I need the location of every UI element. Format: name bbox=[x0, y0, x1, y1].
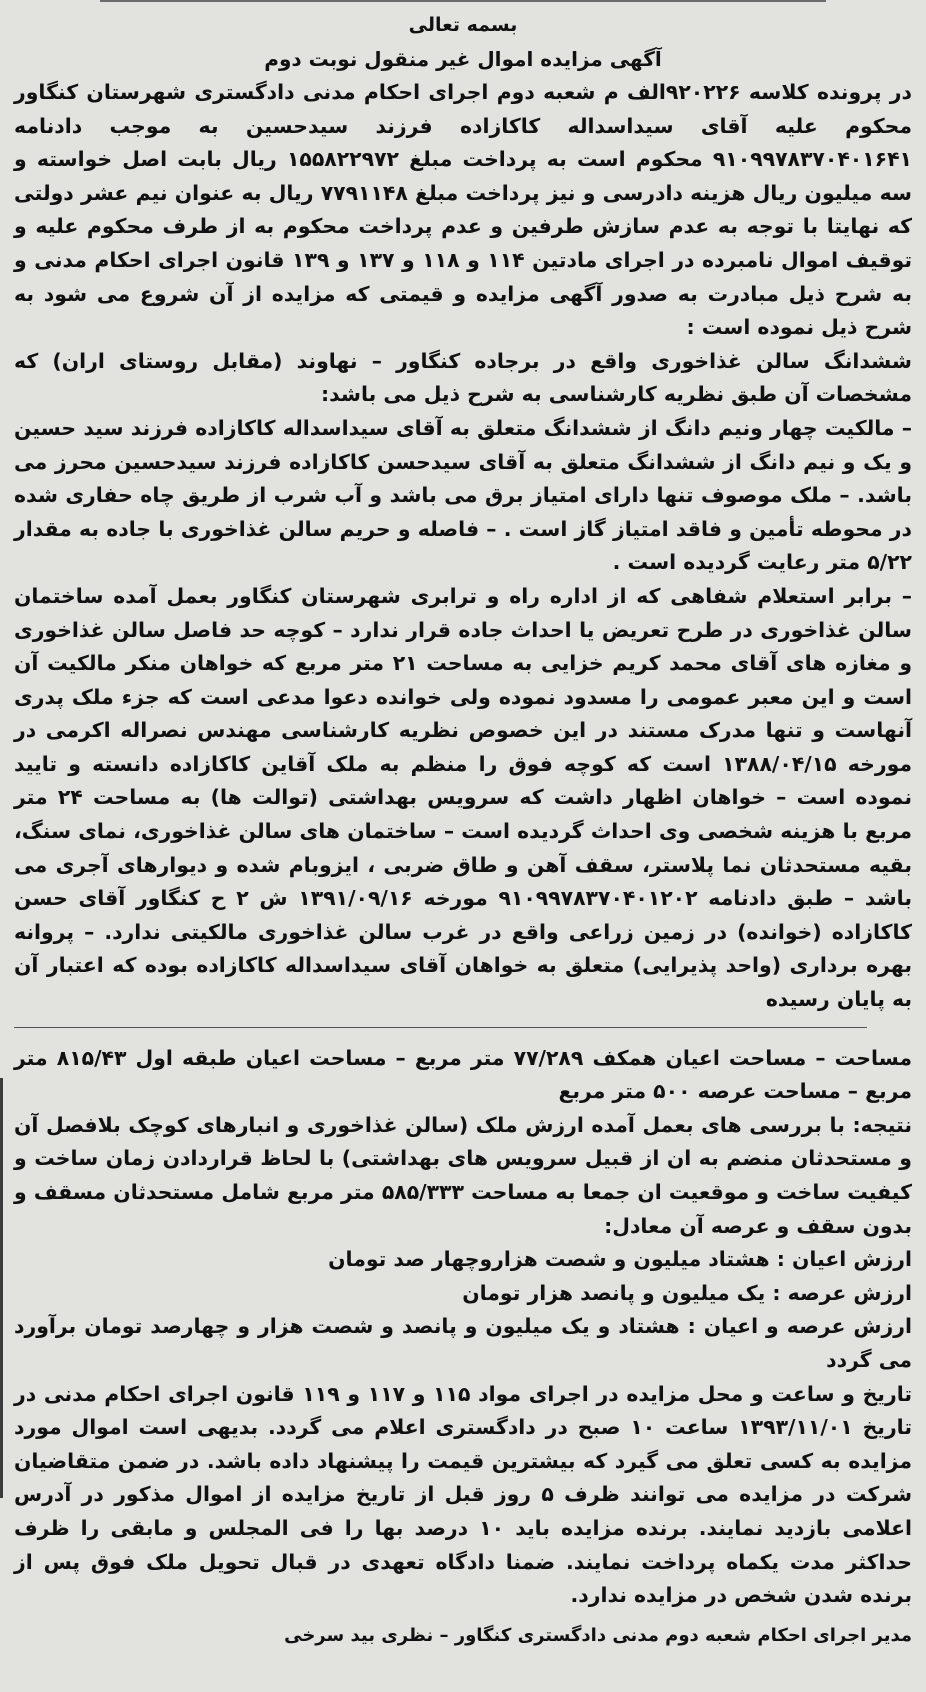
notice-title: آگهی مزایده اموال غیر منقول نوبت دوم bbox=[264, 47, 662, 71]
notice-body-top bbox=[14, 76, 912, 1017]
paragraph-case: در پرونده کلاسه ۹۲۰۲۲۶الف م شعبه دوم اجرای احکام مدنی دادگستری شهرستان کنگاور محکوم علیه آقای سیداسداله کاکازاده فرزند سیدحسین به موجب دادنامه ۹۱۰۹۹۷۸۳۷۰۴۰۱۶۴۱ محکوم است به پرداخت مبلغ ۱۵۵۸۲۲۹۷۲ ریال بابت اصل خواسته و سه میلیون ریال هزینه دادرسی و نیز پرداخت مبلغ ۷۷۹۱۱۴۸ ریال به عنوان نیم عشر دولتی که نهایتا با توجه به عدم سازش طرفین و عدم پرداخت محکوم به از طرف محکوم علیه و توقیف اموال نامبرده در اجرای مادتین ۱۱۴ و ۱۱۸ و ۱۳۷ و ۱۳۹ قانون اجرای احکام مدنی و به شرح ذیل مبادرت به صدور آگهی مزایده و قیمتی که مزایده از آن شروع می شود به شرح ذیل نموده است : bbox=[14, 80, 913, 340]
section-divider bbox=[14, 1027, 867, 1028]
value-total: ارزش عرصه و اعیان : هشتاد و یک میلیون و پانصد و شصت هزار و چهارصد تومان برآورد می گردد bbox=[14, 1314, 912, 1372]
paragraph-ownership: – مالکیت چهار ونیم دانگ از ششدانگ متعلق به آقای سیداسداله کاکازاده فرزند سید حسین و یک و نیم دانگ از ششدانگ متعلق به آقای سیدحسن کاکازاده فرزند سیدحسین محرز می باشد. – ملک موصوف تنها دارای امتیاز برق می باشد و آب شرب از طریق چاه حفاری شده در محوطه تأمین و فاقد امتیاز گاز است . – فاصله و حریم سالن غذاخوری با جاده به مقدار ۵/۲۲ متر رعایت گردیده است . bbox=[14, 415, 912, 575]
notice-body-bottom bbox=[14, 1042, 912, 1613]
paragraph-result: نتیجه: با بررسی های بعمل آمده ارزش ملک (سالن غذاخوری و انبارهای کوچک بلافصل آن و مستحدثان منضم به ان از قبیل سرویس های بهداشتی) با لحاظ قراردادن زمان ساخت و کیفیت ساخت و موقعیت ان جمعا به مساحت ۵۸۵/۳۳۳ متر مربع شامل مستحدثان مسقف و بدون سقف و عرصه آن معادل: bbox=[14, 1112, 912, 1238]
paragraph-inquiry: – برابر استعلام شفاهی که از اداره راه و ترابری شهرستان کنگاور بعمل آمده ساختمان سالن غذاخوری در طرح تعریض یا احداث جاده قرار ندارد – کوچه حد فاصل سالن غذاخوری و مغازه های آقای محمد کریم خزایی به مساحت ۲۱ متر مربع که خواهان منکر مالکیت آن است و این معبر عمومی را مسدود نموده ولی خوانده دعوا مدعی است که جزء ملک پدری آنهاست و تنها مدرک مستند در این خصوص نظریه کارشناسی مهندس نصراله اکرمی در مورخه ۱۳۸۸/۰۴/۱۵ است که کوچه فوق را منظم به ملک آقاین کاکازاده دانسته و تایید نموده است – خواهان اظهار داشت که سرویس بهداشتی (توالت ها) به مساحت ۲۴ متر مربع با هزینه شخصی وی احداث گردیده است – ساختمان های سالن غذاخوری، نمای سنگ، بقیه مستحدثان نما پلاستر، سقف آهن و طاق ضربی ، ایزوبام شده و دیوارهای آجری می باشد – طبق دادنامه ۹۱۰۹۹۷۸۳۷۰۴۰۱۲۰۲ مورخه ۱۳۹۱/۰۹/۱۶ ش ۲ ح کنگاور آقای حسن کاکازاده (خوانده) در زمین زراعی واقع در غرب سالن غذاخوری مالکیتی ندارد. – پروانه بهره برداری (واحد پذیرایی) متعلق به خواهان آقای سیداسداله کاکازاده بوده که اعتبار آن به پایان رسیده bbox=[14, 583, 912, 1012]
top-rule bbox=[100, 0, 826, 2]
value-land: ارزش عرصه : یک میلیون و پانصد هزار تومان bbox=[462, 1280, 912, 1305]
value-building: ارزش اعیان : هشتاد میلیون و شصت هزاروچهار صد تومان bbox=[328, 1247, 912, 1272]
paragraph-property: ششدانگ سالن غذاخوری واقع در برجاده کنگاور – نهاوند (مقابل روستای اران) که مشخصات آن طبق نظریه کارشناسی به شرح ذیل می باشد: bbox=[14, 348, 912, 407]
clipping-edge bbox=[0, 1078, 3, 1498]
paragraph-auction-terms: تاریخ و ساعت و محل مزایده در اجرای مواد ۱۱۵ و ۱۱۷ و ۱۱۹ قانون اجرای احکام مدنی در تاریخ ۱۳۹۳/۱۱/۰۱ ساعت ۱۰ صبح در دادگستری اعلام می گردد. بدیهی است اموال مورد مزایده به کسی تعلق می گیرد که بیشترین قیمت را پیشنهاد داده باشد. در ضمن متقاضیان شرکت در مزایده می توانند ظرف ۵ روز قبل از تاریخ مزایده از اموال مذکور در آدرس اعلامی بازدید نمایند. برنده مزایده باید ۱۰ درصد بها را فی المجلس و مابقی را ظرف حداکثر مدت یکماه پرداخت نمایند. ضمنا دادگاه تعهدی در قبال تحویل ملک فوق پس از برنده شدن شخص در مزایده ندارد. bbox=[14, 1381, 913, 1608]
bismillah: بسمه تعالی bbox=[408, 14, 518, 36]
signature: مدیر اجرای احکام شعبه دوم مدنی دادگستری کنگاور – نظری بید سرخی bbox=[284, 1624, 912, 1646]
paragraph-area: مساحت – مساحت اعیان همکف ۷۷/۲۸۹ متر مربع – مساحت اعیان طبقه اول ۸۱۵/۴۳ متر مربع – مساحت عرصه ۵۰۰ متر مربع bbox=[14, 1045, 912, 1104]
